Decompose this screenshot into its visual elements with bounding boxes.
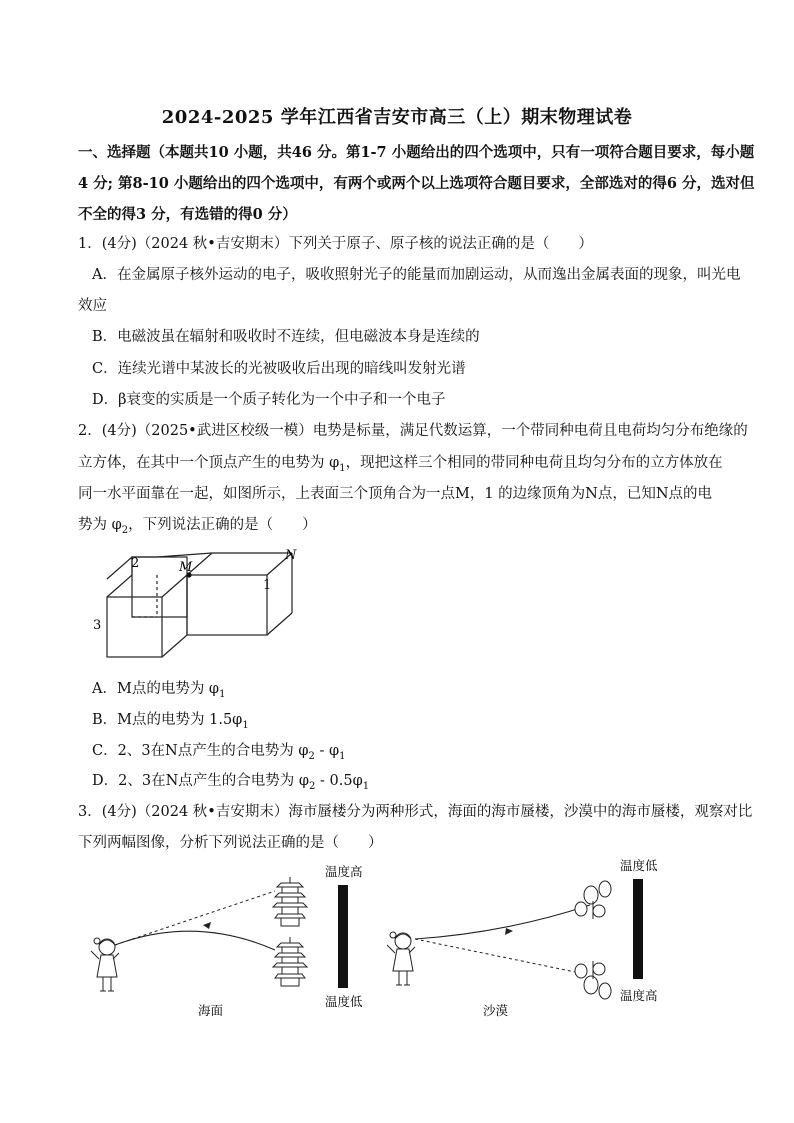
question-1-option-a: A．在金属原子核外运动的电子，吸收照射光子的能量而加剧运动，从而逸出金属表面的现象，叫光电 xyxy=(92,267,741,283)
observer-girl-desert xyxy=(387,932,415,985)
figure-label-n: N xyxy=(285,548,297,563)
question-1-stem: 1．(4分)（2024 秋•吉安期末）下列关于原子、原子核的说法正确的是（ ） xyxy=(78,236,593,252)
section-instructions-line3: 不全的得3 分，有选错的得0 分） xyxy=(78,206,297,223)
cubes-figure xyxy=(85,545,315,665)
sea-caption: 海面 xyxy=(198,1003,224,1018)
sea-temperature-bar xyxy=(338,885,348,988)
question-1-option-b: B．电磁波虽在辐射和吸收时不连续，但电磁波本身是连续的 xyxy=(92,329,480,345)
pagoda-real-icon xyxy=(273,937,307,986)
tree-real-icon xyxy=(575,881,611,919)
figure-label-3: 3 xyxy=(93,618,102,633)
desert-label-top: 温度低 xyxy=(620,858,658,873)
mirage-figure xyxy=(85,855,685,1025)
tree-virtual-icon xyxy=(575,961,611,999)
desert-caption: 沙漠 xyxy=(483,1003,509,1018)
question-2-option-a: A．M点的电势为 $\varphi_1$ xyxy=(92,681,226,700)
desert-scene xyxy=(387,858,658,1018)
sea-label-bottom: 温度低 xyxy=(325,994,363,1009)
desert-label-bottom: 温度高 xyxy=(620,988,658,1003)
section-instructions-line2: 4 分; 第8-10 小题给出的四个选项中，有两个或两个以上选项符合题目要求，全部选对的得6 分，选对但 xyxy=(78,175,755,192)
question-1-option-c: C．连续光谱中某波长的光被吸收后出现的暗线叫发射光谱 xyxy=(92,361,466,377)
pagoda-virtual-icon xyxy=(273,877,307,926)
question-2-option-c: C．2、3在N点产生的合电势为 $\varphi_2 - \varphi_1$ xyxy=(92,743,346,762)
question-2-option-d: D．2、3在N点产生的合电势为 $\varphi_2 - 0.5\varphi_1$ xyxy=(92,773,370,792)
question-3-stem-line2: 下列两幅图像，分析下列说法正确的是（ ） xyxy=(78,835,383,851)
observer-girl-sea xyxy=(91,938,119,991)
question-3-stem-line1: 3．(4分)（2024 秋•吉安期末）海市蜃楼分为两种形式，海面的海市蜃楼，沙漠中的海市蜃楼，观察对比 xyxy=(78,804,753,820)
sea-label-top: 温度高 xyxy=(325,864,363,879)
question-1-option-d: D．β衰变的实质是一个质子转化为一个中子和一个电子 xyxy=(92,392,446,408)
question-2-stem-line1: 2．(4分)（2025•武进区校级一模）电势是标量，满足代数运算，一个带同种电荷且电荷均匀分布绝缘的 xyxy=(78,423,748,439)
section-instructions-line1: 一、选择题（本题共10 小题，共46 分。第1-7 小题给出的四个选项中，只有一项符合题目要求，每小题 xyxy=(78,144,755,161)
question-2-stem-line4: 势为 $\varphi_2$，下列说法正确的是（ ） xyxy=(78,517,317,536)
figure-label-2: 2 xyxy=(131,556,140,571)
question-2-stem-line3: 同一水平面靠在一起，如图所示，上表面三个顶角合为一点M，1 的边缘顶角为N点，已知N点的电 xyxy=(78,486,713,502)
figure-label-m: M xyxy=(179,560,193,575)
question-2-option-b: B．M点的电势为 $1.5\varphi_1$ xyxy=(92,712,249,731)
question-1-option-a-cont: 效应 xyxy=(78,298,107,314)
question-2-stem-line2: 立方体，在其中一个顶点产生的电势为 $\varphi_1$，现把这样三个相同的带同种电荷且均匀分布的立方体放在 xyxy=(78,455,723,474)
page-title: 2024-2025 学年江西省吉安市高三（上）期末物理试卷 xyxy=(161,107,633,128)
desert-temperature-bar xyxy=(633,879,643,979)
figure-label-1: 1 xyxy=(263,578,272,593)
sea-scene xyxy=(91,864,363,1018)
